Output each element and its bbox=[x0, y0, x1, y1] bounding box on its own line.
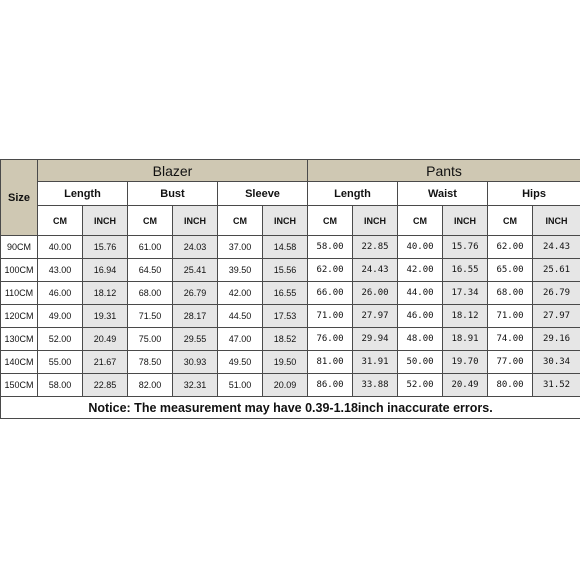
table-cell: 52.00 bbox=[398, 374, 443, 397]
table-cell: 17.34 bbox=[443, 282, 488, 305]
table-cell: 62.00 bbox=[308, 259, 353, 282]
table-cell: 31.52 bbox=[533, 374, 580, 397]
table-cell: 55.00 bbox=[38, 351, 83, 374]
table-cell: 76.00 bbox=[308, 328, 353, 351]
table-cell: 40.00 bbox=[38, 236, 83, 259]
column-header-blazer-sleeve: Sleeve bbox=[218, 182, 308, 206]
column-header-blazer-bust: Bust bbox=[128, 182, 218, 206]
size-cell: 100CM bbox=[1, 259, 38, 282]
table-cell: 19.50 bbox=[263, 351, 308, 374]
table-cell: 16.94 bbox=[83, 259, 128, 282]
unit-header-cm: CM bbox=[488, 206, 533, 236]
table-row bbox=[1, 236, 580, 259]
table-row bbox=[1, 282, 580, 305]
table-cell: 68.00 bbox=[128, 282, 173, 305]
table-cell: 26.00 bbox=[353, 282, 398, 305]
table-cell: 27.97 bbox=[353, 305, 398, 328]
table-cell: 28.17 bbox=[173, 305, 218, 328]
table-cell: 16.55 bbox=[263, 282, 308, 305]
unit-header-inch: INCH bbox=[83, 206, 128, 236]
table-cell: 46.00 bbox=[398, 305, 443, 328]
table-cell: 15.56 bbox=[263, 259, 308, 282]
table-cell: 52.00 bbox=[38, 328, 83, 351]
table-cell: 30.34 bbox=[533, 351, 580, 374]
table-cell: 44.50 bbox=[218, 305, 263, 328]
column-header-blazer-length: Length bbox=[38, 182, 128, 206]
unit-header-cm: CM bbox=[128, 206, 173, 236]
size-cell: 90CM bbox=[1, 236, 38, 259]
table-cell: 75.00 bbox=[128, 328, 173, 351]
table-cell: 51.00 bbox=[218, 374, 263, 397]
table-cell: 82.00 bbox=[128, 374, 173, 397]
table-cell: 74.00 bbox=[488, 328, 533, 351]
table-row bbox=[1, 328, 580, 351]
table-cell: 58.00 bbox=[308, 236, 353, 259]
table-cell: 71.00 bbox=[308, 305, 353, 328]
table-cell: 26.79 bbox=[533, 282, 580, 305]
column-header-pants-hips: Hips bbox=[488, 182, 580, 206]
table-cell: 20.09 bbox=[263, 374, 308, 397]
table-cell: 80.00 bbox=[488, 374, 533, 397]
table-cell: 58.00 bbox=[38, 374, 83, 397]
unit-header-cm: CM bbox=[218, 206, 263, 236]
table-cell: 19.70 bbox=[443, 351, 488, 374]
table-cell: 66.00 bbox=[308, 282, 353, 305]
table-cell: 20.49 bbox=[443, 374, 488, 397]
table-cell: 43.00 bbox=[38, 259, 83, 282]
table-cell: 49.50 bbox=[218, 351, 263, 374]
unit-header-cm: CM bbox=[38, 206, 83, 236]
table-cell: 46.00 bbox=[38, 282, 83, 305]
size-cell: 140CM bbox=[1, 351, 38, 374]
unit-header-row bbox=[1, 206, 580, 236]
unit-header-inch: INCH bbox=[443, 206, 488, 236]
size-chart bbox=[0, 159, 580, 419]
table-cell: 77.00 bbox=[488, 351, 533, 374]
table-cell: 18.91 bbox=[443, 328, 488, 351]
table-cell: 24.43 bbox=[533, 236, 580, 259]
table-cell: 16.55 bbox=[443, 259, 488, 282]
table-cell: 62.00 bbox=[488, 236, 533, 259]
table-cell: 22.85 bbox=[353, 236, 398, 259]
table-cell: 86.00 bbox=[308, 374, 353, 397]
table-cell: 64.50 bbox=[128, 259, 173, 282]
table-cell: 17.53 bbox=[263, 305, 308, 328]
table-cell: 71.00 bbox=[488, 305, 533, 328]
size-table bbox=[0, 159, 580, 419]
table-cell: 39.50 bbox=[218, 259, 263, 282]
table-cell: 15.76 bbox=[83, 236, 128, 259]
table-cell: 42.00 bbox=[218, 282, 263, 305]
table-cell: 25.41 bbox=[173, 259, 218, 282]
size-cell: 110CM bbox=[1, 282, 38, 305]
table-cell: 18.12 bbox=[443, 305, 488, 328]
unit-header-cm: CM bbox=[398, 206, 443, 236]
table-row bbox=[1, 259, 580, 282]
column-header-pants-length: Length bbox=[308, 182, 398, 206]
table-cell: 71.50 bbox=[128, 305, 173, 328]
unit-header-cm: CM bbox=[308, 206, 353, 236]
group-header-row bbox=[1, 160, 580, 182]
table-row bbox=[1, 374, 580, 397]
table-cell: 33.88 bbox=[353, 374, 398, 397]
table-cell: 68.00 bbox=[488, 282, 533, 305]
unit-header-inch: INCH bbox=[173, 206, 218, 236]
size-cell: 120CM bbox=[1, 305, 38, 328]
table-cell: 47.00 bbox=[218, 328, 263, 351]
table-cell: 19.31 bbox=[83, 305, 128, 328]
table-cell: 18.12 bbox=[83, 282, 128, 305]
table-cell: 15.76 bbox=[443, 236, 488, 259]
table-cell: 27.97 bbox=[533, 305, 580, 328]
table-cell: 20.49 bbox=[83, 328, 128, 351]
notice-text: Notice: The measurement may have 0.39-1.18inch inaccurate errors. bbox=[1, 397, 580, 419]
unit-header-inch: INCH bbox=[353, 206, 398, 236]
measure-header-row bbox=[1, 182, 580, 206]
table-cell: 14.58 bbox=[263, 236, 308, 259]
table-row bbox=[1, 305, 580, 328]
size-cell: 150CM bbox=[1, 374, 38, 397]
table-cell: 44.00 bbox=[398, 282, 443, 305]
table-cell: 32.31 bbox=[173, 374, 218, 397]
table-cell: 65.00 bbox=[488, 259, 533, 282]
table-cell: 49.00 bbox=[38, 305, 83, 328]
table-cell: 22.85 bbox=[83, 374, 128, 397]
table-cell: 30.93 bbox=[173, 351, 218, 374]
table-cell: 40.00 bbox=[398, 236, 443, 259]
table-cell: 37.00 bbox=[218, 236, 263, 259]
group-header-blazer: Blazer bbox=[38, 160, 308, 182]
table-cell: 29.94 bbox=[353, 328, 398, 351]
table-cell: 81.00 bbox=[308, 351, 353, 374]
size-cell: 130CM bbox=[1, 328, 38, 351]
table-cell: 61.00 bbox=[128, 236, 173, 259]
table-cell: 78.50 bbox=[128, 351, 173, 374]
unit-header-inch: INCH bbox=[263, 206, 308, 236]
table-cell: 25.61 bbox=[533, 259, 580, 282]
group-header-pants: Pants bbox=[308, 160, 580, 182]
unit-header-inch: INCH bbox=[533, 206, 580, 236]
size-header: Size bbox=[1, 160, 38, 236]
notice-row bbox=[1, 397, 580, 419]
table-cell: 26.79 bbox=[173, 282, 218, 305]
table-cell: 24.43 bbox=[353, 259, 398, 282]
table-cell: 29.16 bbox=[533, 328, 580, 351]
table-cell: 21.67 bbox=[83, 351, 128, 374]
table-cell: 29.55 bbox=[173, 328, 218, 351]
table-row bbox=[1, 351, 580, 374]
column-header-pants-waist: Waist bbox=[398, 182, 488, 206]
table-cell: 50.00 bbox=[398, 351, 443, 374]
table-cell: 48.00 bbox=[398, 328, 443, 351]
table-cell: 18.52 bbox=[263, 328, 308, 351]
table-cell: 31.91 bbox=[353, 351, 398, 374]
table-cell: 42.00 bbox=[398, 259, 443, 282]
table-cell: 24.03 bbox=[173, 236, 218, 259]
